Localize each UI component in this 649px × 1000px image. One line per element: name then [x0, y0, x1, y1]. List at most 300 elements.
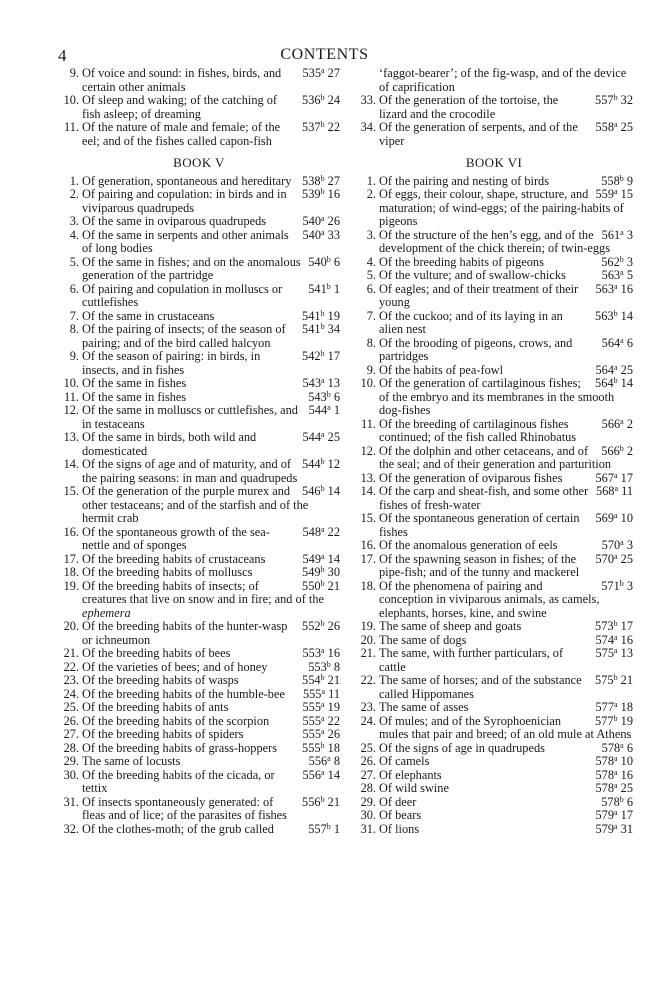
entry-page-reference: [595, 94, 633, 108]
reference-page: 543: [302, 376, 321, 390]
entry-page-reference: [595, 715, 633, 729]
reference-line: 3: [623, 254, 633, 269]
reference-line: 2: [623, 416, 633, 431]
reference-line: 13: [617, 646, 633, 660]
entry-number: 19.: [63, 578, 79, 593]
reference-page: 553: [302, 646, 321, 660]
entry-page-reference: [302, 769, 340, 783]
reference-line: 17: [324, 349, 340, 363]
entry-number: 9.: [69, 66, 79, 80]
reference-column: a: [614, 646, 618, 655]
right-column: [355, 67, 633, 836]
contents-entry: [355, 445, 633, 472]
reference-page: 544: [302, 430, 321, 444]
reference-line: 27: [324, 66, 340, 80]
entry-number: 23.: [63, 673, 79, 687]
entry-page-reference: [302, 674, 340, 688]
reference-column: b: [619, 443, 624, 453]
entry-number: 31.: [63, 794, 79, 809]
reference-page: 553: [308, 659, 327, 674]
reference-column: b: [320, 578, 325, 588]
entry-page-reference: [302, 431, 340, 445]
reference-column: a: [327, 754, 331, 763]
reference-page: 541: [308, 281, 327, 296]
entry-number: 5.: [366, 268, 376, 282]
entry-title: Of the breeding habits of pigeons: [379, 254, 544, 269]
reference-column: a: [321, 430, 325, 439]
entry-page-reference: [308, 256, 340, 270]
reference-column: b: [320, 308, 325, 318]
entry-number: 17.: [360, 551, 376, 566]
entry-page-reference: [595, 512, 633, 526]
contents-entry: [355, 580, 633, 621]
contents-entry: [58, 431, 340, 458]
reference-column: b: [320, 794, 325, 804]
reference-line: 26: [324, 214, 340, 228]
contents-entry: [355, 553, 633, 580]
entry-title: Of the same in crustaceans: [82, 308, 215, 323]
reference-page: 544: [302, 457, 321, 471]
entry-number: 3.: [366, 227, 376, 242]
reference-page: 578: [601, 740, 621, 755]
contents-entry: [355, 269, 633, 283]
reference-column: a: [321, 686, 326, 696]
entry-page-reference: [309, 755, 340, 769]
reference-page: 541: [302, 322, 321, 336]
entry-title: Of the pairing of insects; of the season of pairing; and of the bird called halcyon: [82, 322, 286, 350]
reference-column: b: [320, 120, 325, 129]
entry-title: Of the same in molluscs or cuttlefishes, and in testaceans: [82, 403, 298, 431]
entry-page-reference: [601, 256, 633, 270]
entry-title: Of the varieties of bees; and of honey: [82, 659, 268, 674]
reference-column: b: [613, 713, 618, 723]
reference-line: 17: [617, 619, 633, 633]
entry-number: 31.: [360, 821, 376, 836]
reference-line: 17: [617, 808, 633, 822]
book-vi-list: [355, 175, 633, 837]
contents-entry: [58, 67, 340, 94]
entry-page-reference: [308, 661, 340, 675]
reference-column: a: [614, 700, 618, 709]
entry-number: 34.: [360, 120, 376, 134]
entry-number: 33.: [360, 93, 376, 107]
reference-page: 563: [595, 308, 614, 323]
entry-number: 15.: [63, 484, 79, 498]
entry-page-reference: [308, 283, 340, 297]
contents-entry: [58, 769, 340, 796]
entry-number: 27.: [360, 767, 376, 782]
entry-number: 16.: [63, 524, 79, 539]
entry-number: 14.: [360, 484, 376, 498]
reference-line: 16: [324, 646, 340, 660]
contents-entry: [58, 215, 340, 229]
entry-title: Of the signs of age and of maturity, and of the pairing seasons: in man and quadrupeds: [82, 457, 298, 485]
entry-page-reference: [309, 404, 340, 418]
entry-page-reference: [601, 175, 633, 189]
reference-page: 564: [601, 335, 621, 350]
contents-entry: [58, 377, 340, 391]
reference-line: 21: [324, 578, 340, 593]
reference-page: 540: [302, 214, 321, 228]
contents-entry: [355, 121, 633, 148]
entry-page-reference: [595, 674, 633, 688]
reference-page: 542: [302, 349, 321, 363]
book-vi-heading: BOOK VI: [465, 155, 523, 170]
entry-number: 13.: [360, 470, 376, 485]
entry-page-reference: [595, 310, 633, 324]
reference-line: 21: [617, 673, 633, 687]
entry-number: 26.: [63, 713, 79, 728]
contents-entry: [355, 823, 633, 837]
entry-page-reference: [302, 350, 340, 364]
entry-number: 6.: [69, 281, 79, 296]
reference-page: 558: [595, 120, 614, 134]
reference-column: a: [620, 416, 624, 426]
entry-number: 4.: [69, 227, 79, 242]
contents-entry: [58, 526, 340, 553]
entry-page-reference: [595, 188, 633, 202]
contents-entry: [58, 796, 340, 823]
reference-column: b: [613, 376, 618, 385]
reference-column: b: [326, 821, 331, 831]
contents-entry: [58, 175, 340, 189]
entry-number: 22.: [360, 673, 376, 687]
reference-page: 535: [302, 66, 321, 80]
entry-number: 14.: [63, 457, 79, 471]
reference-page: 556: [302, 767, 321, 782]
entry-number: 17.: [63, 551, 79, 566]
entry-number: 30.: [360, 808, 376, 822]
reference-column: a: [620, 227, 624, 237]
contents-entry: [58, 256, 340, 283]
entry-title: Of mules; and of the Syrophoenician mules that pair and breed; of an old mule at Athens: [379, 713, 632, 741]
reference-column: b: [619, 794, 624, 804]
reference-page: 562: [601, 254, 620, 269]
contents-entry: [355, 283, 633, 310]
reference-page: 579: [595, 821, 614, 836]
reference-line: 24: [324, 93, 340, 107]
reference-column: a: [614, 511, 618, 520]
entry-title: Of the generation of the tortoise, the lizard and the crocodile: [379, 93, 559, 121]
entry-page-reference: [302, 175, 340, 189]
contents-entry: [355, 701, 633, 715]
contents-entry: [58, 620, 340, 647]
entry-page-reference: [303, 688, 340, 702]
entry-number: 5.: [69, 254, 79, 269]
reference-page: 539: [302, 187, 321, 201]
entry-title: Of eagles; and of their treatment of their young: [379, 281, 579, 309]
entry-title: The same of locusts: [82, 754, 181, 768]
entry-number: 20.: [63, 619, 79, 633]
reference-column: a: [321, 551, 325, 561]
entry-title: Of the generation of the purple murex and other testaceans; and of the starfish and of the hermit crab: [82, 484, 309, 525]
reference-column: a: [614, 821, 618, 831]
reference-column: a: [321, 227, 325, 237]
reference-line: 14: [324, 767, 340, 782]
reference-line: 21: [324, 673, 340, 687]
entry-number: 32.: [63, 821, 79, 836]
reference-line: 19: [324, 700, 340, 714]
contents-entry: [58, 310, 340, 324]
entry-number: 21.: [63, 646, 79, 660]
contents-entry: [355, 674, 633, 701]
reference-page: 544: [308, 403, 328, 417]
running-head: CONTENTS: [280, 46, 369, 63]
contents-entry: [355, 512, 633, 539]
reference-column: b: [320, 457, 325, 466]
reference-line: 13: [324, 376, 340, 390]
contents-entry: [355, 782, 633, 796]
contents-entry: [58, 323, 340, 350]
reference-page: 543: [308, 389, 327, 404]
reference-page: 555: [302, 713, 321, 728]
reference-column: a: [614, 808, 618, 817]
reference-page: 564: [595, 376, 614, 390]
reference-column: b: [613, 619, 618, 628]
reference-column: b: [613, 308, 618, 318]
reference-line: 22: [324, 713, 340, 728]
entry-title: Of the same in serpents and other animals of long bodies: [82, 227, 289, 255]
reference-column: b: [613, 673, 618, 682]
entry-title: Of the breeding habits of ants: [82, 700, 229, 714]
reference-line: 6: [623, 740, 633, 755]
reference-page: 557: [308, 821, 327, 836]
reference-line: 9: [623, 173, 633, 188]
entry-title: Of the breeding habits of the scorpion: [82, 713, 270, 728]
reference-column: a: [614, 781, 618, 790]
entry-number: 2.: [69, 187, 79, 201]
contents-entry: [355, 485, 633, 512]
contents-entry: [58, 485, 340, 526]
contents-entry: [355, 755, 633, 769]
reference-column: a: [614, 470, 618, 480]
entry-title: Of the anomalous generation of eels: [379, 538, 558, 552]
reference-line: 19: [324, 308, 340, 323]
reference-line: 14: [617, 376, 633, 390]
reference-line: 15: [617, 187, 633, 201]
reference-column: a: [620, 538, 624, 547]
reference-column: b: [320, 619, 325, 628]
entry-page-reference: [595, 782, 633, 796]
reference-line: 1: [330, 281, 340, 296]
reference-column: a: [620, 740, 624, 750]
reference-page: 563: [601, 268, 621, 282]
entry-number: 18.: [63, 565, 79, 579]
reference-page: 555: [302, 686, 322, 701]
continuation-text: ‘faggot-bearer’; of the fig-wasp, and of the device of caprification: [379, 66, 627, 94]
reference-page: 575: [595, 646, 614, 660]
entry-page-reference: [302, 580, 340, 594]
reference-column: a: [321, 727, 325, 736]
entry-number: 24.: [360, 713, 376, 728]
reference-page: 555: [302, 740, 321, 755]
entry-page-reference: [302, 229, 340, 243]
entry-number: 29.: [360, 794, 376, 809]
entry-title: Of bears: [379, 808, 422, 822]
reference-line: 33: [324, 227, 340, 242]
reference-line: 5: [623, 268, 633, 282]
contents-entry: [355, 188, 633, 229]
entry-page-reference: [602, 337, 633, 351]
reference-column: b: [320, 565, 325, 574]
reference-page: 570: [601, 538, 621, 552]
reference-page: 578: [595, 781, 614, 795]
reference-line: 25: [617, 120, 633, 134]
entry-number: 19.: [360, 619, 376, 633]
reference-page: 541: [302, 308, 321, 323]
entry-page-reference: [595, 647, 633, 661]
entry-page-reference: [595, 121, 633, 135]
contents-entry: [58, 121, 340, 148]
entry-number: 11.: [361, 416, 376, 431]
entry-number: 20.: [360, 632, 376, 647]
reference-line: 25: [617, 362, 633, 377]
reference-column: b: [613, 93, 618, 102]
entry-title: Of the breeding habits of insects; of creatures that live on snow and in fire; and of the: [82, 578, 324, 606]
entry-title: Of the vulture; and of swallow-chicks: [379, 268, 566, 282]
entry-page-reference: [602, 269, 633, 283]
reference-page: 578: [595, 754, 614, 768]
entry-number: 24.: [63, 686, 79, 701]
entry-page-reference: [602, 418, 633, 432]
entry-number: 11.: [64, 389, 79, 404]
reference-line: 31: [617, 821, 633, 836]
entry-page-reference: [595, 620, 633, 634]
entry-page-reference: [595, 701, 633, 715]
entry-title: Of voice and sound: in fishes, birds, and certain other animals: [82, 66, 282, 94]
reference-line: 27: [324, 173, 340, 188]
reference-page: 579: [595, 808, 614, 822]
reference-line: 25: [617, 781, 633, 795]
entry-page-reference: [308, 823, 340, 837]
reference-line: 3: [623, 227, 633, 242]
entry-title: Of the same in oviparous quadrupeds: [82, 214, 267, 228]
reference-line: 25: [617, 551, 633, 566]
contents-entry: [58, 580, 340, 621]
entry-page-reference: [602, 539, 633, 553]
entry-page-reference: [601, 445, 633, 459]
entry-title: The same of sheep and goats: [379, 619, 522, 633]
contents-entry: [355, 634, 633, 648]
contents-entry: [58, 674, 340, 688]
reference-page: 552: [302, 619, 321, 633]
reference-column: a: [321, 767, 325, 777]
contents-entry: [58, 728, 340, 742]
page-number: 4: [58, 46, 67, 65]
entry-number: 7.: [69, 308, 79, 323]
reference-line: 6: [623, 794, 633, 809]
entry-page-reference: [302, 715, 340, 729]
entry-page-reference: [601, 580, 633, 594]
reference-column: b: [619, 578, 624, 588]
reference-column: b: [326, 389, 331, 399]
entry-title: Of the breeding habits of bees: [82, 646, 231, 660]
contents-entry: [58, 661, 340, 675]
contents-entry: [355, 647, 633, 674]
contents-entry: [355, 256, 633, 270]
reference-column: a: [614, 551, 618, 561]
entry-number: 27.: [63, 727, 79, 741]
entry-title: Of the season of pairing: in birds, in insects, and in fishes: [82, 349, 261, 377]
entry-title: Of the breeding habits of spiders: [82, 727, 244, 741]
contents-entry: [58, 688, 340, 702]
reference-line: 11: [325, 686, 340, 701]
entry-number: 11.: [64, 120, 79, 134]
reference-line: 26: [324, 727, 340, 741]
entry-title: Of eggs, their colour, shape, structure, and maturation; of wind-eggs; of the pairing-habits of pigeons: [379, 187, 624, 228]
reference-column: a: [321, 646, 325, 655]
reference-line: 3: [623, 578, 633, 593]
entry-page-reference: [302, 701, 340, 715]
reference-page: 567: [595, 470, 614, 485]
reference-column: a: [620, 335, 624, 345]
entry-number: 7.: [366, 308, 376, 323]
entry-page-reference: [302, 67, 340, 81]
entry-title: Of the habits of pea-fowl: [379, 362, 504, 377]
reference-page: 564: [595, 362, 614, 377]
reference-page: 573: [595, 619, 614, 633]
entry-number: 4.: [366, 254, 376, 269]
reference-column: b: [320, 673, 325, 682]
entry-number: 16.: [360, 538, 376, 552]
reference-column: a: [614, 754, 618, 763]
right-top-list: [355, 94, 633, 148]
reference-line: 1: [330, 403, 340, 417]
entry-page-reference: [596, 485, 633, 499]
reference-page: 566: [601, 443, 620, 458]
entry-title: Of lions: [379, 821, 420, 836]
entry-number: 2.: [366, 187, 376, 201]
reference-line: 2: [623, 443, 633, 458]
entry-page-reference: [308, 391, 340, 405]
reference-page: 556: [302, 794, 321, 809]
reference-line: 21: [324, 794, 340, 809]
reference-column: a: [614, 632, 618, 642]
entry-page-reference: [302, 94, 340, 108]
entry-title: Of the dolphin and other cetaceans, and of the seal; and of their generation and parturition: [379, 443, 612, 471]
entry-page-reference: [595, 364, 633, 378]
reference-column: a: [614, 484, 619, 493]
reference-line: 10: [617, 511, 633, 525]
reference-line: 14: [324, 551, 340, 566]
entry-number: 29.: [63, 754, 79, 768]
reference-line: 8: [330, 659, 340, 674]
entry-page-reference: [302, 310, 340, 324]
entry-title: Of the carp and sheat-fish, and some other fishes of fresh-water: [379, 484, 589, 512]
entry-title: Of the same in fishes: [82, 389, 187, 404]
contents-entry: [58, 229, 340, 256]
entry-number: 23.: [360, 700, 376, 714]
reference-page: 558: [601, 173, 620, 188]
entry-title: Of elephants: [379, 767, 442, 782]
reference-page: 540: [302, 227, 321, 242]
entry-title: Of wild swine: [379, 781, 449, 795]
entry-title: Of deer: [379, 794, 417, 809]
contents-entry: [355, 769, 633, 783]
contents-entry: [355, 742, 633, 756]
book-v-list: [58, 175, 340, 837]
reference-line: 11: [618, 484, 633, 498]
reference-column: b: [326, 254, 331, 264]
reference-page: 561: [601, 227, 621, 242]
entry-number: 25.: [360, 740, 376, 755]
reference-page: 563: [595, 281, 614, 296]
entry-number: 26.: [360, 754, 376, 768]
contents-entry: [355, 175, 633, 189]
reference-column: a: [327, 403, 331, 412]
reference-page: 550: [302, 578, 321, 593]
entry-page-reference: [595, 634, 633, 648]
